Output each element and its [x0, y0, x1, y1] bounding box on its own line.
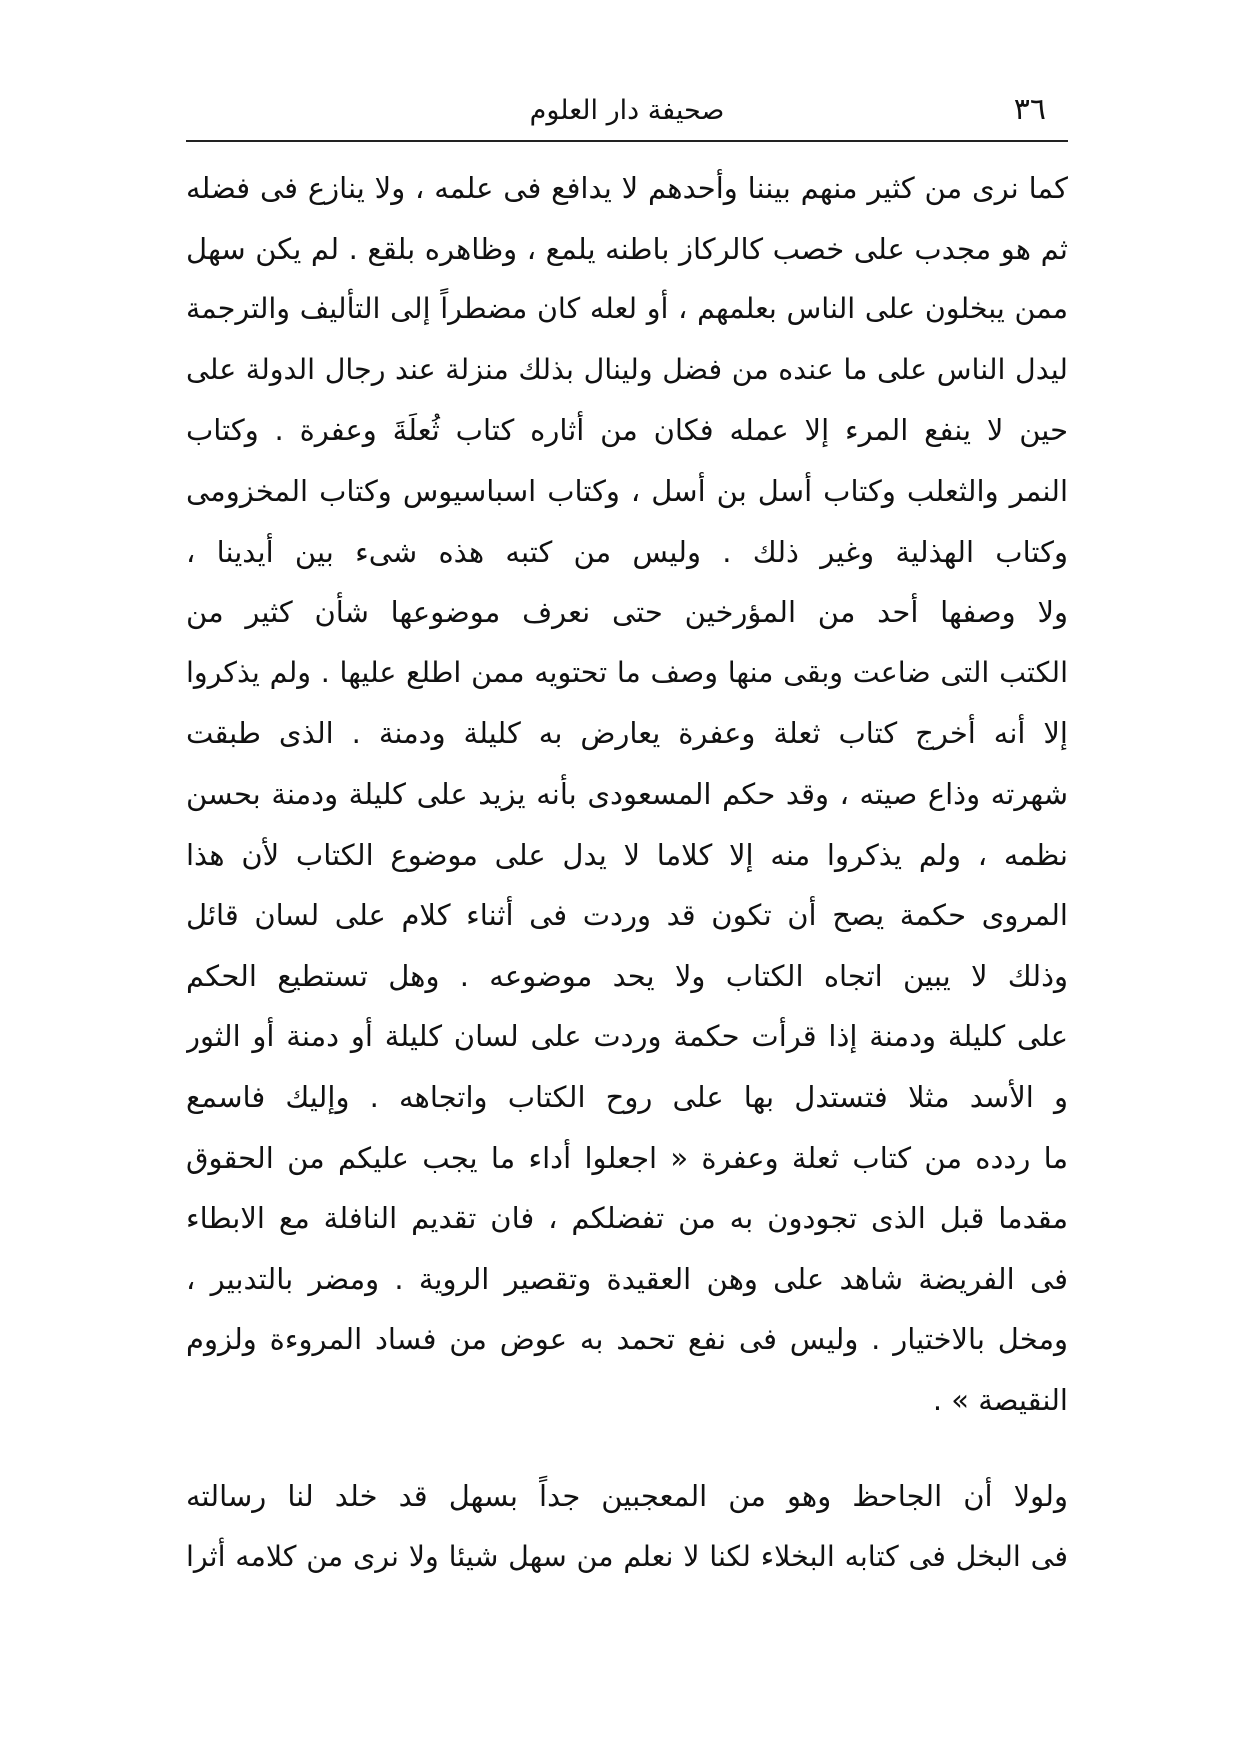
text-line: ثم هو مجدب على خصب كالركاز باطنه يلمع ، وظاهره بلقع . لم يكن سهل	[186, 231, 1068, 266]
text-line: النمر والثعلب وكتاب أسل بن أسل ، وكتاب اسباسيوس وكتاب المخزومى	[186, 473, 1068, 508]
text-line: ولا وصفها أحد من المؤرخين حتى نعرف موضوعها شأن كثير من	[186, 595, 1068, 630]
text-line: النقيصة » .	[932, 1382, 1068, 1417]
page-header	[186, 88, 1068, 138]
text-line: ولولا أن الجاحظ وهو من المعجبين جداً بسهل قد خلد لنا رسالته	[186, 1479, 1068, 1514]
text-line: كما نرى من كثير منهم بيننا وأحدهم لا يدافع فى علمه ، ولا ينازع فى فضله	[186, 171, 1068, 205]
text-line: ممن يبخلون على الناس بعلمهم ، أو لعله كان مضطراً إلى التأليف والترجمة	[186, 292, 1068, 326]
text-line: المروى حكمة يصح أن تكون قد وردت فى أثناء كلام على لسان قائل	[186, 898, 1068, 933]
text-line: حين لا ينفع المرء إلا عمله فكان من أثاره كتاب ثُعلَةَ وعفرة . وكتاب	[186, 413, 1068, 448]
page-number: ٣٦	[1013, 92, 1046, 127]
text-line: مقدما قبل الذى تجودون به من تفضلكم ، فان تقديم النافلة مع الابطاء	[186, 1201, 1068, 1236]
text-line: نظمه ، ولم يذكروا منه إلا كلاما لا يدل على موضوع الكتاب لأن هذا	[186, 837, 1068, 872]
header-divider	[186, 140, 1068, 142]
text-line: على كليلة ودمنة إذا قرأت حكمة وردت على لسان كليلة أو دمنة أو الثور	[186, 1019, 1068, 1054]
text-line: ومخل بالاختيار . وليس فى نفع تحمد به عوض من فساد المروءة ولزوم	[186, 1322, 1068, 1357]
text-line: ليدل الناس على ما عنده من فضل ولينال بذلك منزلة عند رجال الدولة على	[186, 352, 1068, 386]
running-title: صحيفة دار العلوم	[529, 95, 725, 126]
text-line: الكتب التى ضاعت وبقى منها وصف ما تحتويه ممن اطلع عليها . ولم يذكروا	[186, 655, 1068, 689]
text-line: و الأسد مثلا فتستدل بها على روح الكتاب واتجاهه . وإليك فاسمع	[186, 1079, 1068, 1114]
body-text	[186, 158, 1068, 1588]
text-line: فى البخل فى كتابه البخلاء لكنا لا نعلم من سهل شيئا ولا نرى من كلامه أثرا	[186, 1540, 1068, 1574]
text-line: شهرته وذاع صيته ، وقد حكم المسعودى بأنه يزيد على كليلة ودمنة بحسن	[186, 776, 1068, 811]
text-line: وذلك لا يبين اتجاه الكتاب ولا يحد موضوعه . وهل تستطيع الحكم	[186, 958, 1068, 993]
paragraph	[186, 1466, 1068, 1587]
paragraph-spacer	[186, 1430, 1068, 1466]
text-line: فى الفريضة شاهد على وهن العقيدة وتقصير الروية . ومضر بالتدبير ،	[186, 1261, 1068, 1296]
paragraph	[186, 158, 1068, 1430]
text-line: وكتاب الهذلية وغير ذلك . وليس من كتبه هذه شىء بين أيدينا ،	[186, 534, 1068, 569]
text-line: إلا أنه أخرج كتاب ثعلة وعفرة يعارض به كليلة ودمنة . الذى طبقت	[186, 716, 1068, 751]
text-line: ما ردده من كتاب ثعلة وعفرة « اجعلوا أداء ما يجب عليكم من الحقوق	[186, 1140, 1068, 1175]
